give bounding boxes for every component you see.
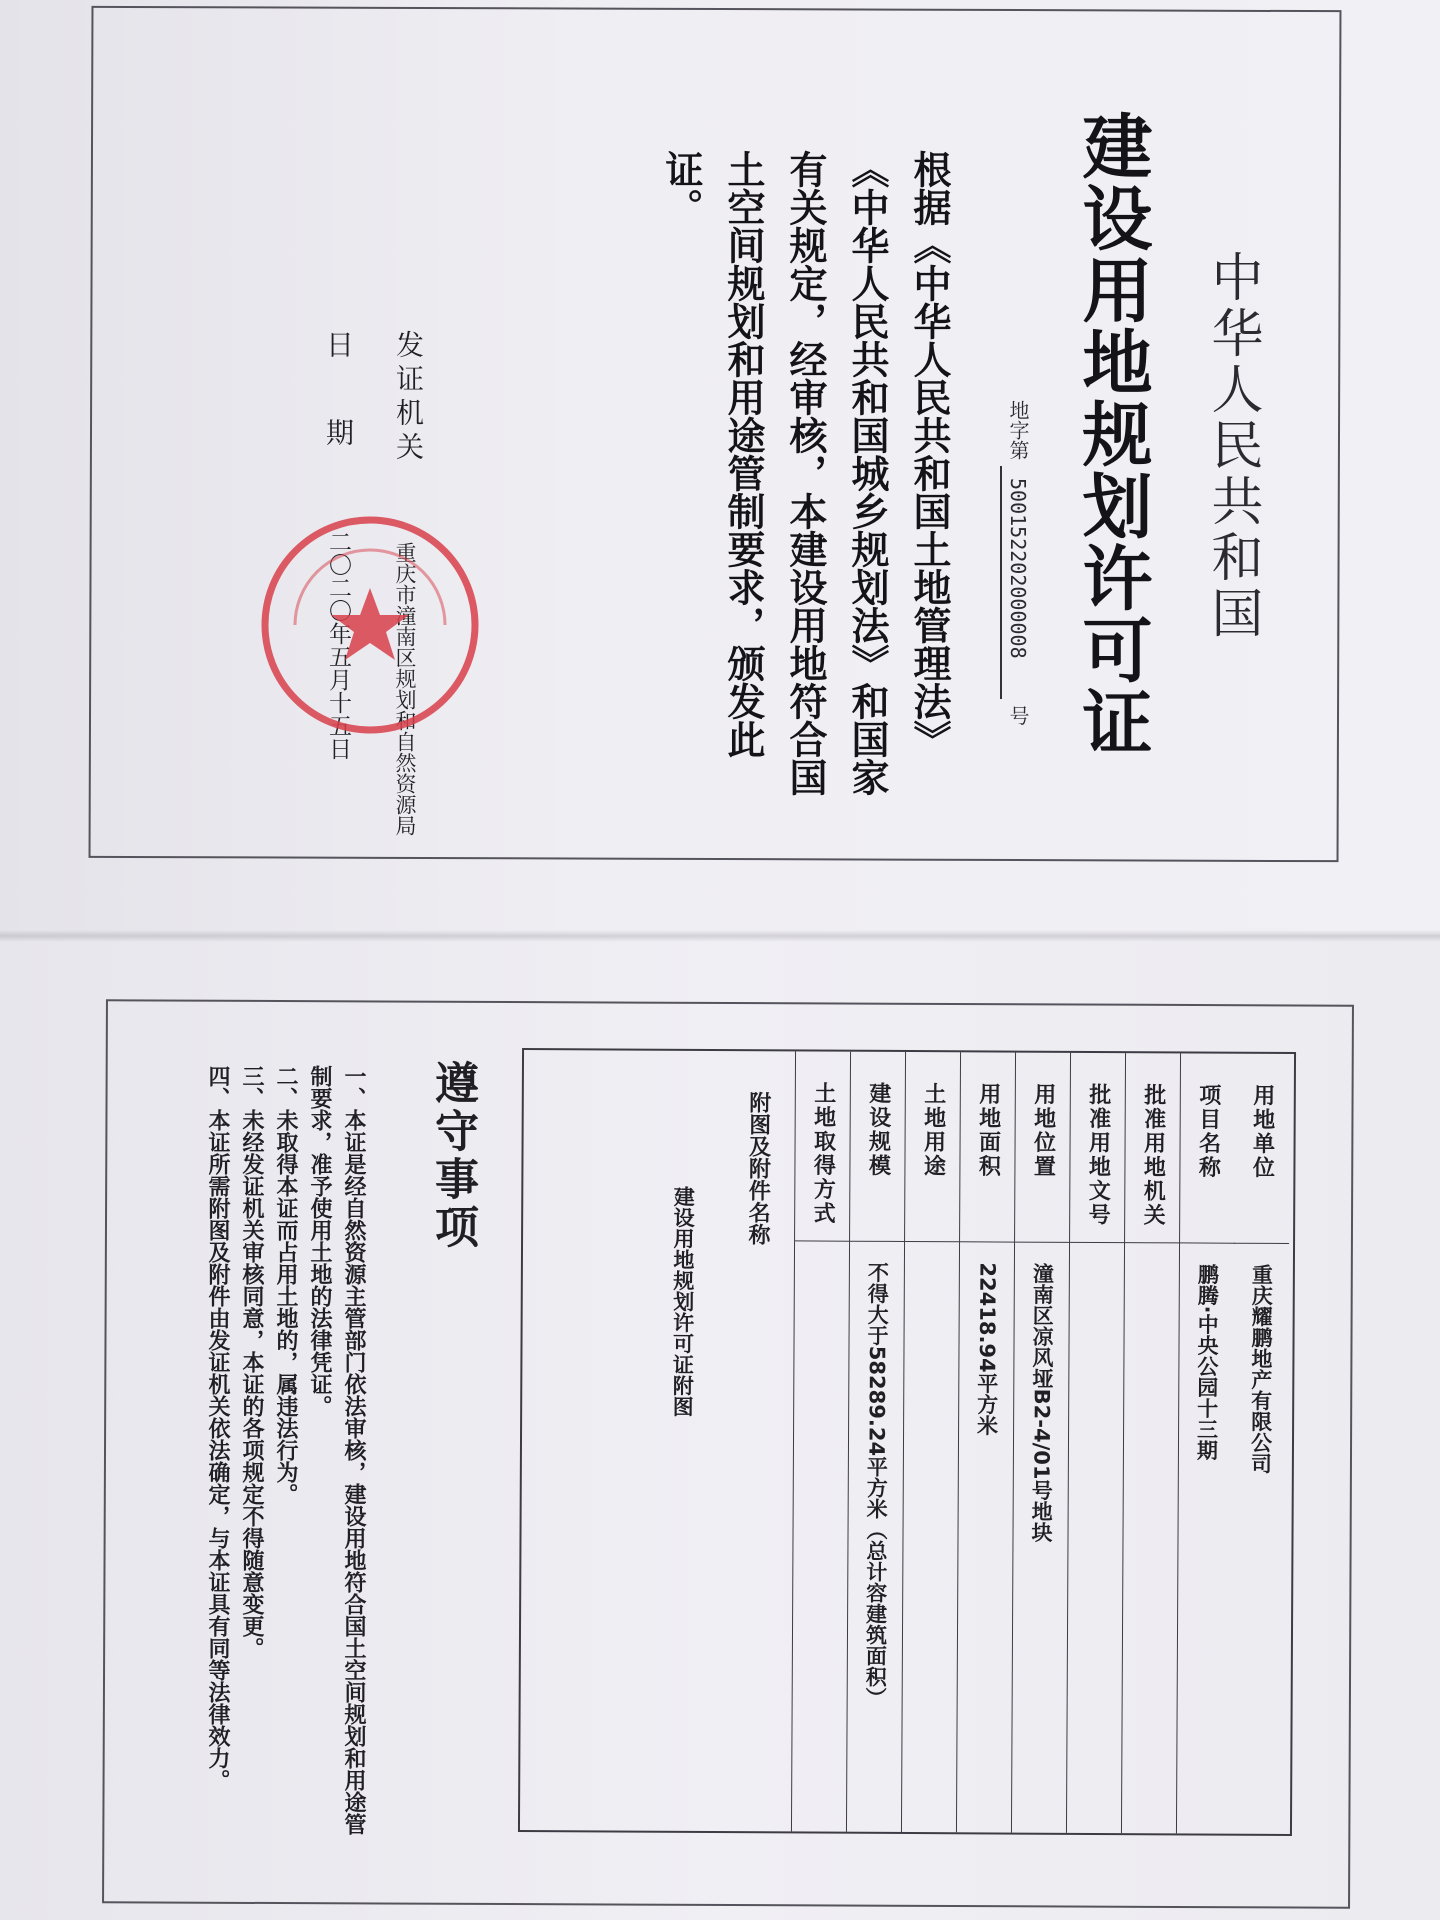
table-row-value — [1122, 1263, 1180, 1823]
attachment-value: 建设用地规划许可证附图 — [670, 1185, 696, 1417]
country-title: 中华人民共和国 — [1202, 250, 1262, 642]
date-label — [318, 330, 358, 506]
table-row-value: 22418.94平方米 — [974, 1262, 1000, 1436]
date-label-char-2: 期 — [322, 418, 355, 446]
license-title: 建设用地规划许可证 — [1071, 110, 1154, 758]
issuer-value: 重庆市潼南区规划和自然资源局 — [393, 542, 417, 836]
table-row — [956, 1052, 1016, 1832]
permit-info-table — [518, 1048, 1296, 1836]
table-row-label: 土地取得方式 — [795, 1051, 851, 1241]
date-value: 二〇二〇年五月十五日 — [325, 530, 351, 760]
fold-line — [0, 930, 1440, 942]
table-row — [1231, 1054, 1290, 1834]
table-row-value — [902, 1262, 960, 1822]
table-row — [1176, 1053, 1236, 1833]
table-row — [1066, 1053, 1126, 1833]
table-row-label: 用地位置 — [1015, 1053, 1071, 1243]
number-suffix: 号 — [1006, 705, 1030, 726]
table-row — [791, 1051, 851, 1831]
table-row-label: 用地面积 — [960, 1052, 1016, 1242]
table-row-value — [792, 1261, 850, 1821]
issuer-label: 发证机关 — [392, 330, 425, 466]
attachment-section — [520, 1050, 794, 1831]
table-row — [846, 1052, 906, 1832]
table-row-label: 土地用途 — [905, 1052, 961, 1242]
notes-list — [200, 1065, 370, 1855]
table-row — [1011, 1053, 1071, 1833]
table-row-value: 重庆耀鹏地产有限公司 — [1248, 1263, 1274, 1474]
table-row-value: 潼南区凉风垭B2-4/01号地块 — [1028, 1262, 1055, 1543]
table-row-label: 批准用地文号 — [1070, 1053, 1126, 1243]
table-row-label: 项目名称 — [1180, 1053, 1236, 1243]
table-row-label: 建设规模 — [850, 1052, 906, 1242]
table-row-label: 批准用地机关 — [1125, 1053, 1181, 1243]
table-row — [1121, 1053, 1181, 1833]
note-item: 一、本证是经自然资源主管部门依法审核，建设用地符合国土空间规划和用途管制要求，准予使用土地的法律凭证。 — [307, 1065, 366, 1835]
issuance-basis-paragraph: 根据《中华人民共和国土地管理法》《中华人民共和国城乡规划法》和国家有关规定，经审核，本建设用地符合国土空间规划和用途管制要求，颁发此证。 — [659, 150, 952, 796]
table-row-value: 鹏腾·中央公园十三期 — [1194, 1263, 1220, 1461]
date-label-char-1: 日 — [322, 330, 355, 358]
note-item: 四、本证所需附图及附件由发证机关依法确定，与本证具有同等法律效力。 — [205, 1065, 230, 1791]
number-value: 500152202000008 — [1000, 466, 1036, 699]
table-row-label: 用地单位 — [1234, 1054, 1290, 1244]
note-item: 二、未取得本证而占用土地的，属违法行为。 — [273, 1065, 298, 1505]
note-item: 三、未经发证机关审核同意，本证的各项规定不得随意变更。 — [239, 1065, 264, 1659]
notes-title: 遵守事项 — [427, 1060, 478, 1252]
number-prefix: 地字第 — [1006, 400, 1030, 460]
attachment-label: 附图及附件名称 — [745, 1091, 771, 1246]
table-row-value: 不得大于58289.24平方米（总计容建筑面积） — [863, 1261, 890, 1709]
table-row — [901, 1052, 961, 1832]
official-seal — [255, 510, 485, 740]
certificate-number — [1000, 400, 1036, 725]
table-row-value — [1067, 1263, 1125, 1823]
